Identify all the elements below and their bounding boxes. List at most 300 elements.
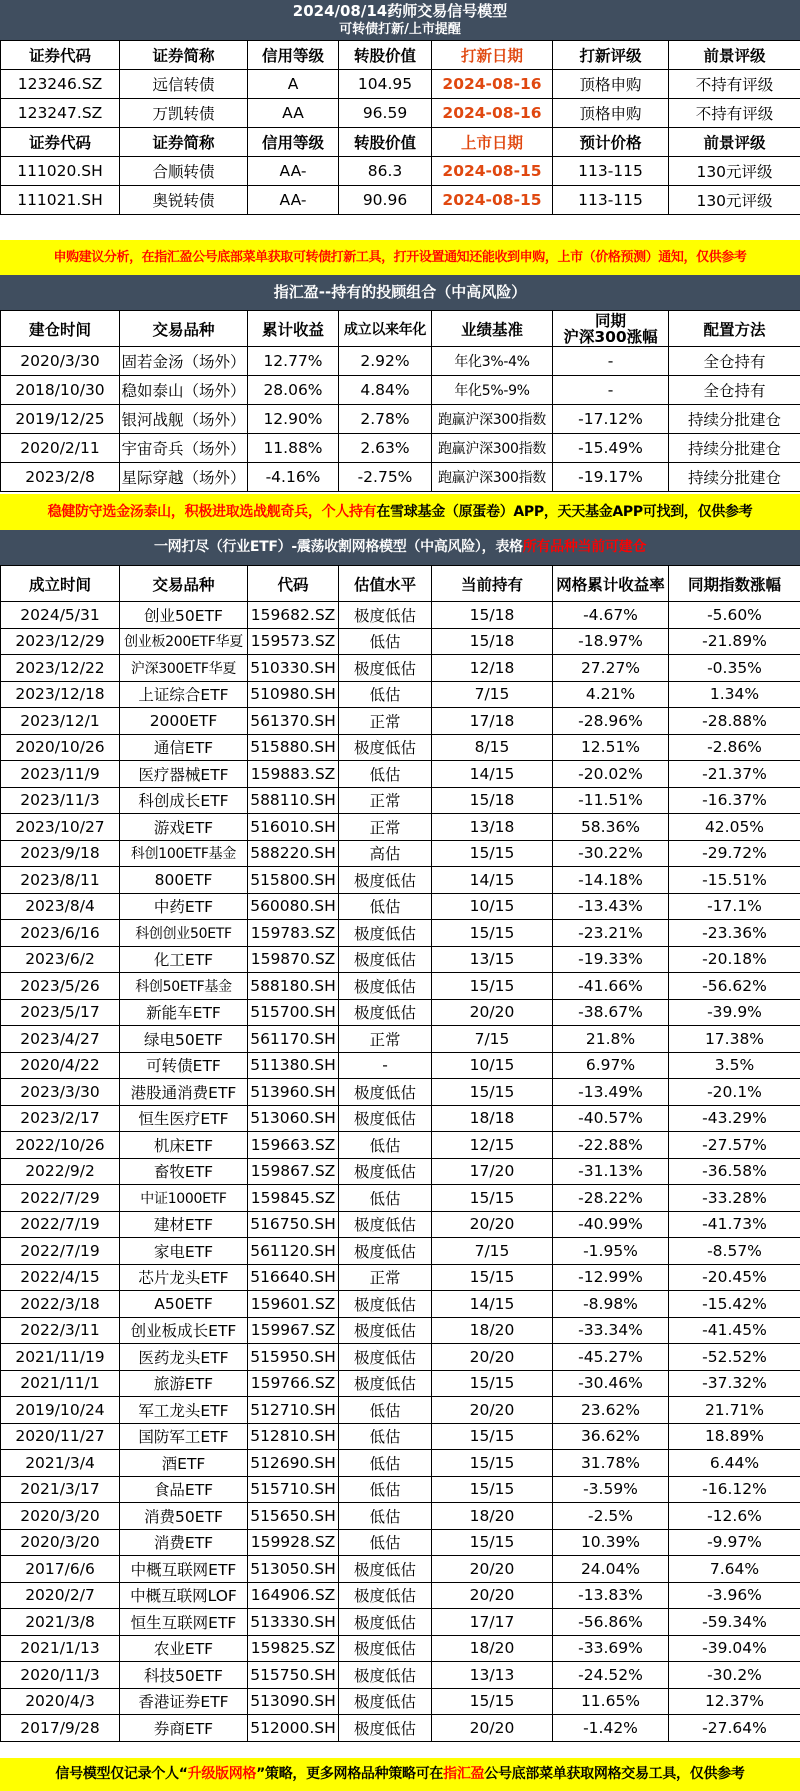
etf-cell: 2020/3/20	[1, 1529, 120, 1556]
etf-cell: -3.96%	[669, 1582, 800, 1609]
etf-cell: 20/20	[432, 1582, 553, 1609]
portfolio-cell: 固若金汤（场外）	[120, 347, 248, 376]
portfolio-cell: 跑赢沪深300指数	[432, 405, 553, 434]
etf-cell: 正常	[339, 1264, 432, 1291]
etf-cell: 低估	[339, 1132, 432, 1159]
etf-cell: 医疗器械ETF	[120, 761, 248, 788]
etf-cell: 国防军工ETF	[120, 1423, 248, 1450]
etf-row	[1, 1291, 800, 1318]
etf-cell: -12.6%	[669, 1503, 800, 1530]
etf-cell: -13.49%	[553, 1079, 669, 1106]
etf-row	[1, 1423, 800, 1450]
etf-row	[1, 1582, 800, 1609]
etf-cell: 农业ETF	[120, 1635, 248, 1662]
etf-cell: 医药龙头ETF	[120, 1344, 248, 1371]
etf-cell: 低估	[339, 893, 432, 920]
portfolio-cell: 跑赢沪深300指数	[432, 463, 553, 492]
etf-cell: 2023/5/26	[1, 973, 120, 1000]
etf-cell: -15.51%	[669, 867, 800, 894]
portfolio-cell: 星际穿越（场外）	[120, 463, 248, 492]
bond-header-cell: 上市日期	[432, 128, 553, 157]
etf-cell: 14/15	[432, 761, 553, 788]
etf-row	[1, 1476, 800, 1503]
etf-cell: -8.57%	[669, 1238, 800, 1265]
etf-row	[1, 1529, 800, 1556]
header-line: 同期	[594, 311, 626, 330]
bond-header-cell: 证券代码	[1, 41, 120, 70]
etf-cell: 15/15	[432, 1476, 553, 1503]
etf-cell: 510330.SH	[248, 655, 339, 682]
etf-cell: -33.69%	[553, 1635, 669, 1662]
bond-note-text: 申购建议分析，在指汇盈公号底部菜单获取可转债打新工具，打开设置通知还能收到申购，上市（价格预测）通知，仅供参考	[53, 250, 747, 265]
portfolio-note-red: 稳健防守选金汤泰山，积极进取选战舰奇兵，个人持有	[47, 504, 377, 520]
etf-grid-table	[0, 565, 800, 1742]
portfolio-cell: 2020/3/30	[1, 347, 120, 376]
etf-cell: 低估	[339, 628, 432, 655]
etf-cell: -56.62%	[669, 973, 800, 1000]
etf-cell: 2023/8/4	[1, 893, 120, 920]
etf-cell: 2021/3/4	[1, 1450, 120, 1477]
portfolio-cell: 银河战舰（场外）	[120, 405, 248, 434]
etf-row	[1, 973, 800, 1000]
bond-cell: 111020.SH	[1, 157, 120, 186]
etf-cell: -23.21%	[553, 920, 669, 947]
etf-cell: 极度低估	[339, 1556, 432, 1583]
etf-cell: 560080.SH	[248, 893, 339, 920]
etf-cell: 极度低估	[339, 1344, 432, 1371]
bond-cell: 111021.SH	[1, 186, 120, 215]
etf-cell: 159845.SZ	[248, 1185, 339, 1212]
etf-cell: 10.39%	[553, 1529, 669, 1556]
etf-cell: 6.97%	[553, 1052, 669, 1079]
etf-cell: -11.51%	[553, 787, 669, 814]
etf-cell: -2.86%	[669, 734, 800, 761]
etf-cell: 18.89%	[669, 1423, 800, 1450]
etf-cell: 低估	[339, 1397, 432, 1424]
etf-cell: -24.52%	[553, 1662, 669, 1689]
bond-header-cell: 证券简称	[120, 41, 248, 70]
etf-row	[1, 1609, 800, 1636]
etf-row	[1, 999, 800, 1026]
etf-cell: 12.51%	[553, 734, 669, 761]
bond-cell: 2024-08-15	[432, 186, 553, 215]
bond-header-cell: 转股价值	[339, 41, 432, 70]
etf-cell: 20/20	[432, 1397, 553, 1424]
bond-header-cell: 打新评级	[553, 41, 669, 70]
etf-cell: 2019/10/24	[1, 1397, 120, 1424]
etf-cell: 14/15	[432, 867, 553, 894]
etf-cell: 159867.SZ	[248, 1158, 339, 1185]
etf-cell: 2023/6/2	[1, 946, 120, 973]
etf-cell: -41.45%	[669, 1317, 800, 1344]
etf-cell: 17/20	[432, 1158, 553, 1185]
etf-cell: 800ETF	[120, 867, 248, 894]
etf-cell: -21.37%	[669, 761, 800, 788]
portfolio-cell: 12.77%	[248, 347, 339, 376]
etf-cell: 512690.SH	[248, 1450, 339, 1477]
portfolio-cell: 年化3%-4%	[432, 347, 553, 376]
etf-cell: 游戏ETF	[120, 814, 248, 841]
etf-cell: 2023/12/1	[1, 708, 120, 735]
etf-cell: -21.89%	[669, 628, 800, 655]
etf-cell: 极度低估	[339, 1688, 432, 1715]
etf-row	[1, 1397, 800, 1424]
etf-cell: 恒生医疗ETF	[120, 1105, 248, 1132]
etf-cell: 券商ETF	[120, 1715, 248, 1742]
etf-cell: 2022/3/18	[1, 1291, 120, 1318]
etf-cell: 极度低估	[339, 734, 432, 761]
etf-cell: 2023/12/29	[1, 628, 120, 655]
etf-cell: 15/15	[432, 973, 553, 1000]
etf-header-cell: 同期指数涨幅	[669, 566, 800, 602]
etf-cell: 17.38%	[669, 1026, 800, 1053]
etf-cell: 515710.SH	[248, 1476, 339, 1503]
bond-cell: 不持有评级	[669, 99, 800, 128]
portfolio-header-cell: 配置方法	[669, 311, 800, 347]
etf-cell: 18/20	[432, 1503, 553, 1530]
etf-row	[1, 1264, 800, 1291]
etf-cell: 中概互联网LOF	[120, 1582, 248, 1609]
etf-cell: -27.57%	[669, 1132, 800, 1159]
etf-cell: 极度低估	[339, 867, 432, 894]
etf-cell: 12/15	[432, 1132, 553, 1159]
etf-cell: 588110.SH	[248, 787, 339, 814]
etf-cell: 512810.SH	[248, 1423, 339, 1450]
etf-row	[1, 734, 800, 761]
portfolio-cell: 跑赢沪深300指数	[432, 434, 553, 463]
etf-cell: -19.33%	[553, 946, 669, 973]
etf-header-row	[1, 566, 800, 602]
bond-header-row	[1, 41, 800, 70]
etf-cell: 512000.SH	[248, 1715, 339, 1742]
etf-cell: 极度低估	[339, 1238, 432, 1265]
etf-cell: 7/15	[432, 1238, 553, 1265]
etf-cell: 低估	[339, 1476, 432, 1503]
etf-cell: 31.78%	[553, 1450, 669, 1477]
etf-cell: 食品ETF	[120, 1476, 248, 1503]
etf-cell: -13.43%	[553, 893, 669, 920]
etf-cell: 极度低估	[339, 973, 432, 1000]
portfolio-cell: 2.63%	[339, 434, 432, 463]
portfolio-header-row	[1, 311, 800, 347]
etf-cell: -28.96%	[553, 708, 669, 735]
etf-cell: 极度低估	[339, 1291, 432, 1318]
bond-header-cell: 预计价格	[553, 128, 669, 157]
etf-header-cell: 当前持有	[432, 566, 553, 602]
etf-cell: 化工ETF	[120, 946, 248, 973]
etf-cell: 科创100ETF基金	[120, 840, 248, 867]
etf-cell: -40.99%	[553, 1211, 669, 1238]
portfolio-cell: 4.84%	[339, 376, 432, 405]
etf-cell: 酒ETF	[120, 1450, 248, 1477]
etf-cell: 科创50ETF基金	[120, 973, 248, 1000]
etf-cell: 可转债ETF	[120, 1052, 248, 1079]
etf-cell: 513060.SH	[248, 1105, 339, 1132]
portfolio-cell: 持续分批建仓	[669, 463, 800, 492]
etf-cell: 通信ETF	[120, 734, 248, 761]
etf-cell: -1.42%	[553, 1715, 669, 1742]
portfolio-header-cell: 累计收益	[248, 311, 339, 347]
bond-listing-row	[1, 157, 800, 186]
etf-cell: 23.62%	[553, 1397, 669, 1424]
etf-cell: -29.72%	[669, 840, 800, 867]
etf-row	[1, 1688, 800, 1715]
etf-cell: 低估	[339, 761, 432, 788]
etf-cell: 极度低估	[339, 655, 432, 682]
bond-cell: 123247.SZ	[1, 99, 120, 128]
etf-cell: 13/15	[432, 946, 553, 973]
etf-cell: 2021/11/19	[1, 1344, 120, 1371]
bond-header-cell: 前景评级	[669, 41, 800, 70]
etf-row	[1, 1211, 800, 1238]
bond-cell: AA-	[248, 157, 339, 186]
portfolio-cell: 全仓持有	[669, 347, 800, 376]
bond-cell: 奥锐转债	[120, 186, 248, 215]
etf-cell: 香港证券ETF	[120, 1688, 248, 1715]
portfolio-note-dark: 在雪球基金（原蛋卷）APP，天天基金APP可找到，仅供参考	[376, 504, 753, 520]
etf-cell: 12/18	[432, 655, 553, 682]
etf-cell: -30.22%	[553, 840, 669, 867]
etf-cell: 513960.SH	[248, 1079, 339, 1106]
portfolio-cell: 2.92%	[339, 347, 432, 376]
etf-cell: 机床ETF	[120, 1132, 248, 1159]
etf-cell: A50ETF	[120, 1291, 248, 1318]
bond-cell: 86.3	[339, 157, 432, 186]
portfolio-cell: 12.90%	[248, 405, 339, 434]
etf-cell: 159883.SZ	[248, 761, 339, 788]
etf-cell: 21.8%	[553, 1026, 669, 1053]
portfolio-row	[1, 463, 800, 492]
etf-cell: 正常	[339, 814, 432, 841]
bond-listing-row	[1, 186, 800, 215]
etf-cell: -38.67%	[553, 999, 669, 1026]
etf-cell: 516010.SH	[248, 814, 339, 841]
etf-cell: 极度低估	[339, 602, 432, 629]
etf-cell: 13/13	[432, 1662, 553, 1689]
portfolio-cell: -4.16%	[248, 463, 339, 492]
bond-cell: 90.96	[339, 186, 432, 215]
etf-cell: 20/20	[432, 999, 553, 1026]
bond-header-cell: 信用等级	[248, 128, 339, 157]
etf-row	[1, 946, 800, 973]
etf-cell: 3.5%	[669, 1052, 800, 1079]
etf-cell: 低估	[339, 1503, 432, 1530]
portfolio-cell: 11.88%	[248, 434, 339, 463]
etf-cell: 164906.SZ	[248, 1582, 339, 1609]
etf-cell: 极度低估	[339, 1662, 432, 1689]
etf-cell: 511380.SH	[248, 1052, 339, 1079]
bond-header-cell: 证券简称	[120, 128, 248, 157]
bond-cell: AA-	[248, 186, 339, 215]
etf-cell: 15/15	[432, 1423, 553, 1450]
portfolio-cell: -17.12%	[553, 405, 669, 434]
bond-cell: AA	[248, 99, 339, 128]
etf-row	[1, 840, 800, 867]
etf-cell: -13.83%	[553, 1582, 669, 1609]
convertible-bond-table	[0, 40, 800, 215]
etf-row	[1, 655, 800, 682]
etf-cell: -8.98%	[553, 1291, 669, 1318]
etf-cell: -33.34%	[553, 1317, 669, 1344]
etf-cell: 159825.SZ	[248, 1635, 339, 1662]
etf-cell: 27.27%	[553, 655, 669, 682]
etf-cell: 15/15	[432, 840, 553, 867]
portfolio-cell: 宇宙奇兵（场外）	[120, 434, 248, 463]
etf-cell: 513090.SH	[248, 1688, 339, 1715]
etf-cell: 1.34%	[669, 681, 800, 708]
etf-cell: 低估	[339, 1185, 432, 1212]
etf-cell: 17/18	[432, 708, 553, 735]
etf-cell: 21.71%	[669, 1397, 800, 1424]
etf-cell: 513050.SH	[248, 1556, 339, 1583]
etf-cell: 港股通消费ETF	[120, 1079, 248, 1106]
etf-cell: 2020/11/27	[1, 1423, 120, 1450]
etf-row	[1, 1715, 800, 1742]
bond-cell: 2024-08-16	[432, 70, 553, 99]
etf-cell: -17.1%	[669, 893, 800, 920]
etf-row	[1, 787, 800, 814]
portfolio-cell: -2.75%	[339, 463, 432, 492]
etf-cell: 2020/11/3	[1, 1662, 120, 1689]
etf-cell: -41.73%	[669, 1211, 800, 1238]
etf-cell: 2021/11/1	[1, 1370, 120, 1397]
etf-cell: 创业板成长ETF	[120, 1317, 248, 1344]
etf-row	[1, 1079, 800, 1106]
etf-cell: 7/15	[432, 1026, 553, 1053]
header-line: 沪深300涨幅	[563, 327, 658, 346]
bond-cell: 113-115	[553, 186, 669, 215]
etf-cell: 515700.SH	[248, 999, 339, 1026]
bond-cell: 2024-08-16	[432, 99, 553, 128]
etf-row	[1, 814, 800, 841]
etf-cell: 新能车ETF	[120, 999, 248, 1026]
etf-cell: 2023/10/27	[1, 814, 120, 841]
bond-cell: 顶格申购	[553, 99, 669, 128]
portfolio-title: 指汇盈--持有的投顾组合（中高风险）	[273, 283, 527, 301]
bond-subscription-row	[1, 99, 800, 128]
portfolio-cell: -	[553, 376, 669, 405]
etf-cell: -43.29%	[669, 1105, 800, 1132]
etf-cell: 极度低估	[339, 1079, 432, 1106]
etf-cell: 11.65%	[553, 1688, 669, 1715]
bond-cell: 顶格申购	[553, 70, 669, 99]
report-subtitle: 可转债打新/上市提醒	[339, 22, 461, 37]
etf-cell: 极度低估	[339, 1105, 432, 1132]
etf-cell: -28.22%	[553, 1185, 669, 1212]
etf-cell: 6.44%	[669, 1450, 800, 1477]
etf-cell: 低估	[339, 681, 432, 708]
etf-cell: 消费50ETF	[120, 1503, 248, 1530]
etf-cell: 15/15	[432, 1688, 553, 1715]
etf-cell: 2022/3/11	[1, 1317, 120, 1344]
etf-cell: -40.57%	[553, 1105, 669, 1132]
grid-model-title: 一网打尽（行业ETF）-震荡收割网格模型（中高风险），表格	[153, 539, 523, 555]
bond-note-banner	[0, 240, 800, 275]
etf-cell: 159870.SZ	[248, 946, 339, 973]
etf-cell: -30.46%	[553, 1370, 669, 1397]
etf-cell: 科创成长ETF	[120, 787, 248, 814]
etf-cell: 14/15	[432, 1291, 553, 1318]
portfolio-cell: 全仓持有	[669, 376, 800, 405]
portfolio-table	[0, 310, 800, 492]
etf-cell: 159601.SZ	[248, 1291, 339, 1318]
etf-cell: 2024/5/31	[1, 602, 120, 629]
portfolio-cell: -15.49%	[553, 434, 669, 463]
etf-cell: -39.9%	[669, 999, 800, 1026]
portfolio-cell: 稳如泰山（场外）	[120, 376, 248, 405]
bond-cell: 96.59	[339, 99, 432, 128]
etf-cell: 2021/1/13	[1, 1635, 120, 1662]
etf-cell: 17/17	[432, 1609, 553, 1636]
etf-cell: 513330.SH	[248, 1609, 339, 1636]
etf-cell: 2023/3/30	[1, 1079, 120, 1106]
etf-row	[1, 1662, 800, 1689]
etf-cell: 15/15	[432, 1529, 553, 1556]
etf-cell: 2022/7/19	[1, 1238, 120, 1265]
etf-cell: 2023/12/22	[1, 655, 120, 682]
etf-cell: 15/18	[432, 628, 553, 655]
etf-cell: -	[339, 1052, 432, 1079]
etf-row	[1, 1185, 800, 1212]
etf-cell: 中概互联网ETF	[120, 1556, 248, 1583]
etf-header-cell: 代码	[248, 566, 339, 602]
etf-cell: -45.27%	[553, 1344, 669, 1371]
etf-row	[1, 1317, 800, 1344]
etf-cell: -16.12%	[669, 1476, 800, 1503]
etf-cell: 15/15	[432, 1185, 553, 1212]
etf-cell: -2.5%	[553, 1503, 669, 1530]
etf-cell: 15/15	[432, 920, 553, 947]
etf-cell: 芯片龙头ETF	[120, 1264, 248, 1291]
portfolio-title-bar	[0, 275, 800, 310]
etf-cell: 7.64%	[669, 1556, 800, 1583]
etf-cell: 4.21%	[553, 681, 669, 708]
etf-cell: 低估	[339, 1529, 432, 1556]
etf-cell: 2017/9/28	[1, 1715, 120, 1742]
etf-cell: 极度低估	[339, 946, 432, 973]
etf-cell: 24.04%	[553, 1556, 669, 1583]
etf-cell: 159783.SZ	[248, 920, 339, 947]
etf-row	[1, 1344, 800, 1371]
etf-cell: -39.04%	[669, 1635, 800, 1662]
etf-header-cell: 成立时间	[1, 566, 120, 602]
etf-cell: 2020/2/7	[1, 1582, 120, 1609]
etf-cell: -20.02%	[553, 761, 669, 788]
etf-cell: 20/20	[432, 1556, 553, 1583]
etf-cell: -20.45%	[669, 1264, 800, 1291]
etf-cell: 上证综合ETF	[120, 681, 248, 708]
etf-cell: 515750.SH	[248, 1662, 339, 1689]
etf-cell: -9.97%	[669, 1529, 800, 1556]
etf-cell: 中证1000ETF	[120, 1185, 248, 1212]
etf-cell: 588180.SH	[248, 973, 339, 1000]
etf-cell: 绿电50ETF	[120, 1026, 248, 1053]
etf-cell: 159928.SZ	[248, 1529, 339, 1556]
etf-cell: 561170.SH	[248, 1026, 339, 1053]
etf-header-cell: 网格累计收益率	[553, 566, 669, 602]
bond-cell: 合顺转债	[120, 157, 248, 186]
etf-cell: 7/15	[432, 681, 553, 708]
etf-cell: -3.59%	[553, 1476, 669, 1503]
etf-cell: 42.05%	[669, 814, 800, 841]
etf-cell: 15/15	[432, 1450, 553, 1477]
etf-cell: 2022/7/29	[1, 1185, 120, 1212]
etf-cell: -23.36%	[669, 920, 800, 947]
etf-row	[1, 1370, 800, 1397]
etf-cell: 正常	[339, 787, 432, 814]
etf-header-cell: 估值水平	[339, 566, 432, 602]
etf-row	[1, 1635, 800, 1662]
